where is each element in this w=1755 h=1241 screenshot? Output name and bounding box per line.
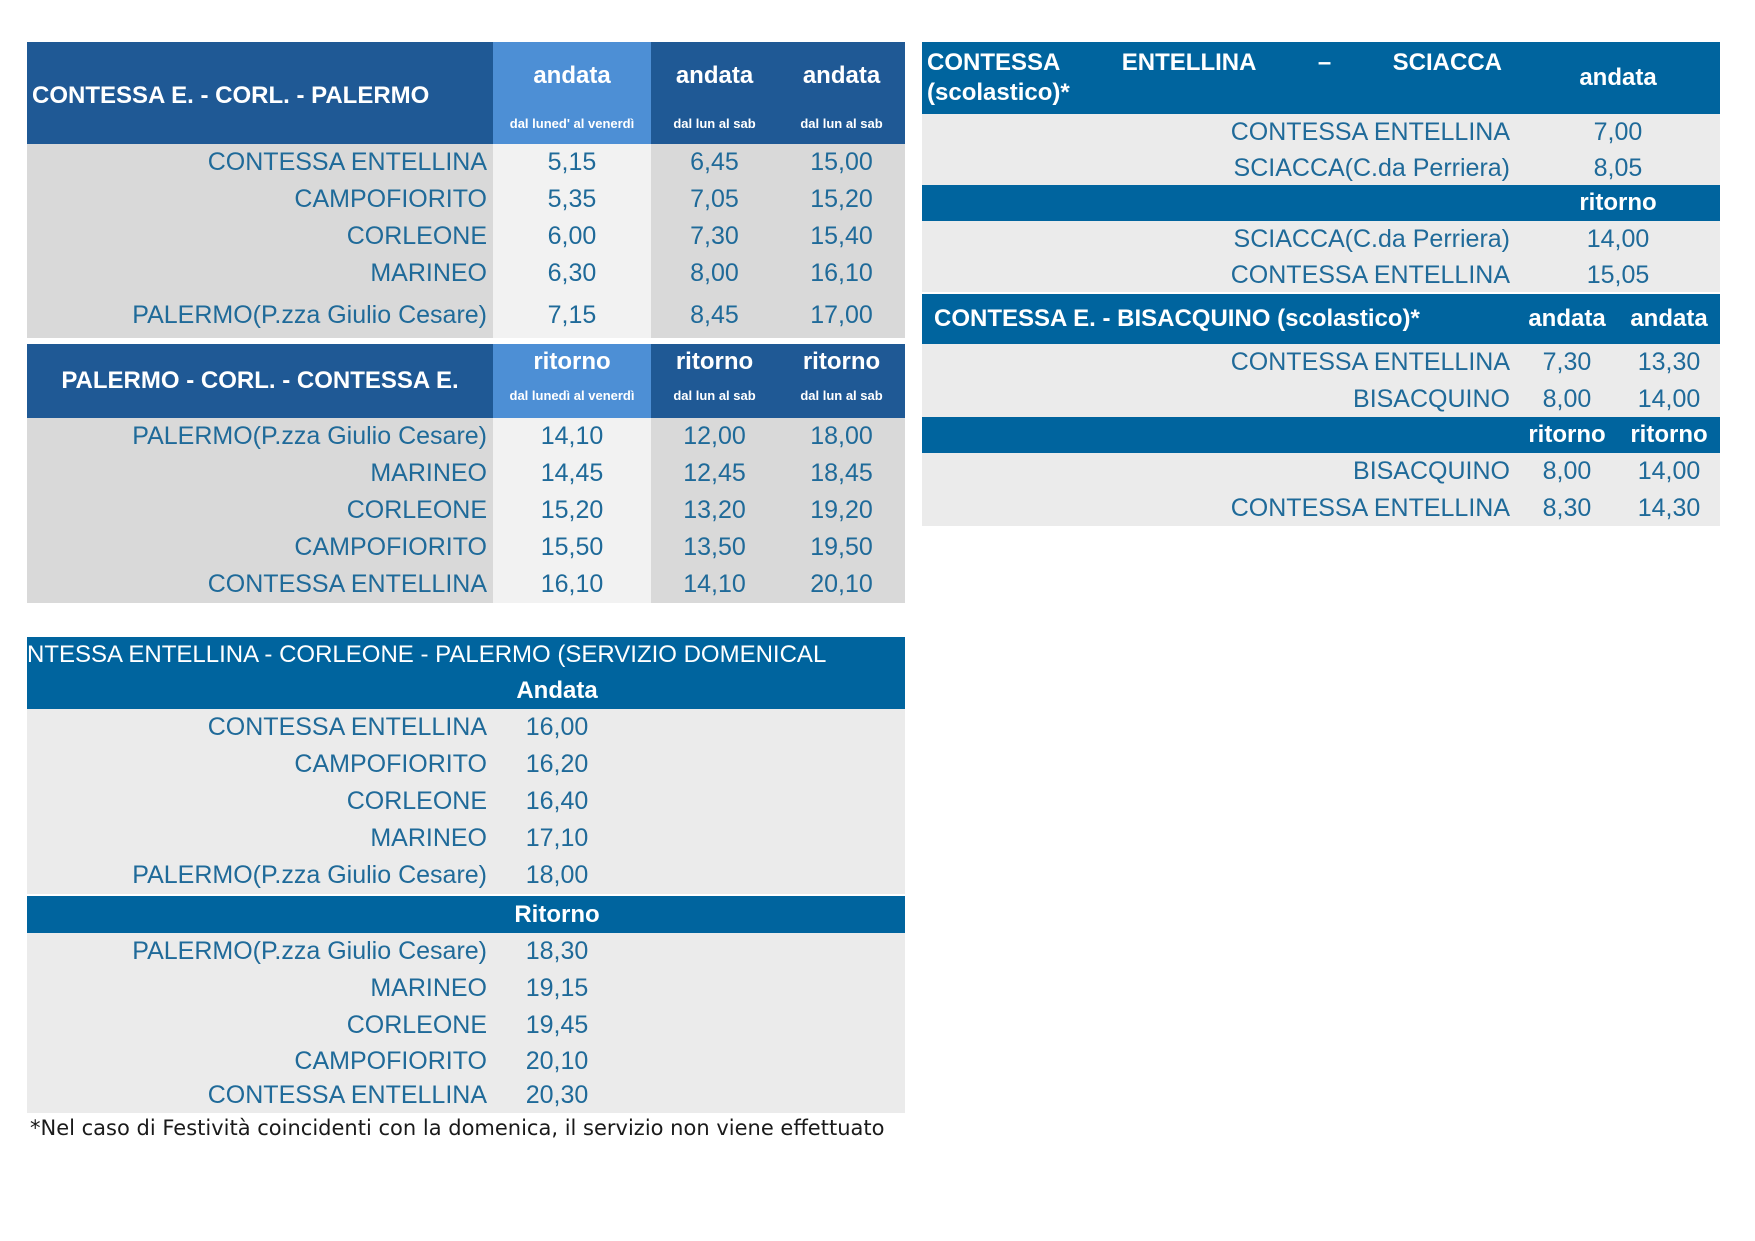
departure-time: 20,10 xyxy=(525,1046,589,1075)
timetable-contessa-palermo xyxy=(27,42,905,603)
table-row xyxy=(922,490,1720,526)
departure-time: 8,00 xyxy=(651,255,778,292)
stop-name: CORLEONE xyxy=(346,1011,487,1039)
stop-name: CONTESSA ENTELLINA xyxy=(1230,118,1510,146)
departure-time: 16,10 xyxy=(493,566,651,603)
departure-time: 6,00 xyxy=(493,218,651,255)
table-row xyxy=(922,151,1720,185)
ritorno-header xyxy=(922,417,1720,453)
table-row xyxy=(27,1044,905,1078)
stop-name: MARINEO xyxy=(27,255,493,292)
departure-time: 7,05 xyxy=(651,181,778,218)
stop-name: CONTESSA ENTELLINA xyxy=(1230,260,1510,289)
table-row xyxy=(27,255,905,292)
stop-name: CAMPOFIORITO xyxy=(27,181,493,218)
col-header-ritorno-2: ritorno dal lun al sab xyxy=(651,344,778,418)
departure-time: 14,10 xyxy=(651,566,778,603)
col-header-andata-1: andata dal luned' al venerdì xyxy=(493,42,651,144)
stop-name: CONTESSA ENTELLINA xyxy=(207,1081,487,1109)
table-row xyxy=(922,258,1720,292)
stop-name: CAMPOFIORITO xyxy=(294,1046,487,1075)
table-row xyxy=(27,709,905,746)
departure-time: 7,30 xyxy=(1542,348,1592,376)
departure-time: 7,30 xyxy=(651,218,778,255)
sunday-title-row xyxy=(27,637,905,673)
departure-time: 19,45 xyxy=(525,1011,589,1039)
stop-name: PALERMO(P.zza Giulio Cesare) xyxy=(132,937,487,965)
table-row xyxy=(27,820,905,857)
departure-time: 14,00 xyxy=(1637,457,1701,485)
stop-name: SCIACCA(C.da Perriera) xyxy=(1233,225,1510,253)
table-row xyxy=(27,418,905,455)
departure-time: 16,10 xyxy=(778,255,905,292)
route-title-outbound: CONTESSA E. - CORL. - PALERMO xyxy=(27,42,493,144)
departure-time: 14,30 xyxy=(1637,493,1701,522)
sciacca-header xyxy=(922,42,1720,114)
table-row xyxy=(27,1078,905,1113)
departure-time: 6,30 xyxy=(493,255,651,292)
route-title-sciacca: CONTESSA ENTELLINA – SCIACCA (scolastico)* xyxy=(927,49,1502,106)
table-row xyxy=(27,455,905,492)
departure-time: 19,15 xyxy=(525,974,589,1002)
bisacquino-header xyxy=(922,294,1720,344)
stop-name: CONTESSA ENTELLINA xyxy=(27,144,493,181)
departure-time: 5,35 xyxy=(493,181,651,218)
departure-time: 8,00 xyxy=(1542,384,1592,413)
table-row xyxy=(27,933,905,970)
departure-time: 7,00 xyxy=(1593,118,1643,146)
departure-time: 14,00 xyxy=(1586,225,1650,253)
col-header-andata-2: andata dal lun al sab xyxy=(651,42,778,144)
departure-time: 8,45 xyxy=(651,292,778,338)
table-row xyxy=(27,529,905,566)
route-title-bisacquino: CONTESSA E. - BISACQUINO (scolastico)* xyxy=(934,305,1420,332)
departure-time: 8,30 xyxy=(1542,493,1592,522)
departure-time: 15,05 xyxy=(1586,260,1650,289)
ritorno-header xyxy=(922,185,1720,221)
timetable-contessa-sciacca xyxy=(922,42,1720,292)
table-row xyxy=(27,1007,905,1044)
stop-name: BISACQUINO xyxy=(1353,384,1510,413)
stop-name: MARINEO xyxy=(370,974,487,1002)
departure-time: 18,45 xyxy=(778,455,905,492)
col-header-ritorno: ritorno xyxy=(1579,189,1657,216)
stop-name: CORLEONE xyxy=(346,787,487,815)
table-row xyxy=(27,566,905,603)
ritorno-header xyxy=(27,896,905,933)
departure-time: 13,30 xyxy=(1637,348,1701,376)
departure-time: 14,45 xyxy=(493,455,651,492)
col-header-ritorno-2: ritorno xyxy=(1630,421,1708,448)
timetable-sunday-service xyxy=(27,637,905,1113)
departure-time: 18,30 xyxy=(525,937,589,965)
departure-time: 18,00 xyxy=(778,418,905,455)
departure-time: 17,00 xyxy=(778,292,905,338)
stop-name: CONTESSA ENTELLINA xyxy=(1230,493,1510,522)
stop-name: CORLEONE xyxy=(27,218,493,255)
col-header-andata-3: andata dal lun al sab xyxy=(778,42,905,144)
departure-time: 15,20 xyxy=(493,492,651,529)
table-row xyxy=(27,292,905,338)
col-header-andata-2: andata xyxy=(1630,305,1708,332)
table-row xyxy=(27,857,905,894)
table-row xyxy=(27,144,905,181)
col-header-ritorno-3: ritorno dal lun al sab xyxy=(778,344,905,418)
departure-time: 16,40 xyxy=(525,787,589,815)
departure-time: 6,45 xyxy=(651,144,778,181)
route-title-sunday: NTESSA ENTELLINA - CORLEONE - PALERMO (SERVIZIO DOMENICAL xyxy=(27,641,827,668)
route-title-return: PALERMO - CORL. - CONTESSA E. xyxy=(27,344,493,418)
timetable-contessa-bisacquino xyxy=(922,294,1720,526)
col-header-ritorno-1: ritorno dal lunedì al venerdì xyxy=(493,344,651,418)
stop-name: MARINEO xyxy=(370,824,487,852)
departure-time: 19,50 xyxy=(778,529,905,566)
departure-time: 19,20 xyxy=(778,492,905,529)
stop-name: MARINEO xyxy=(27,455,493,492)
stop-name: CAMPOFIORITO xyxy=(294,750,487,778)
stop-name: PALERMO(P.zza Giulio Cesare) xyxy=(27,292,493,338)
departure-time: 17,10 xyxy=(525,824,589,852)
departure-time: 13,20 xyxy=(651,492,778,529)
departure-time: 14,00 xyxy=(1637,384,1701,413)
departure-time: 8,05 xyxy=(1593,153,1643,182)
stop-name: CAMPOFIORITO xyxy=(27,529,493,566)
stop-name: PALERMO(P.zza Giulio Cesare) xyxy=(132,861,487,889)
table-row xyxy=(27,783,905,820)
departure-time: 15,20 xyxy=(778,181,905,218)
col-header-andata: andata xyxy=(1579,64,1657,91)
table-row xyxy=(922,381,1720,417)
departure-time: 7,15 xyxy=(493,292,651,338)
departure-time: 12,45 xyxy=(651,455,778,492)
stop-name: BISACQUINO xyxy=(1353,457,1510,485)
table-row xyxy=(922,221,1720,258)
col-header-ritorno: Ritorno xyxy=(514,900,600,928)
departure-time: 20,30 xyxy=(525,1081,589,1109)
col-header-ritorno-1: ritorno xyxy=(1528,421,1606,448)
stop-name: CONTESSA ENTELLINA xyxy=(207,713,487,741)
stop-name: CONTESSA ENTELLINA xyxy=(27,566,493,603)
table-row xyxy=(27,181,905,218)
outbound-header xyxy=(27,42,905,144)
departure-time: 16,00 xyxy=(525,713,589,741)
footnote: *Nel caso di Festività coincidenti con la domenica, il servizio non viene effettuato xyxy=(30,1116,885,1140)
departure-time: 5,15 xyxy=(493,144,651,181)
table-row xyxy=(922,114,1720,151)
departure-time: 14,10 xyxy=(493,418,651,455)
stop-name: SCIACCA(C.da Perriera) xyxy=(1233,153,1510,182)
departure-time: 15,40 xyxy=(778,218,905,255)
departure-time: 12,00 xyxy=(651,418,778,455)
table-row xyxy=(27,218,905,255)
departure-time: 8,00 xyxy=(1542,457,1592,485)
table-row xyxy=(922,344,1720,381)
departure-time: 16,20 xyxy=(525,750,589,778)
stop-name: PALERMO(P.zza Giulio Cesare) xyxy=(27,418,493,455)
table-row xyxy=(27,492,905,529)
departure-time: 15,50 xyxy=(493,529,651,566)
departure-time: 20,10 xyxy=(778,566,905,603)
col-header-andata: Andata xyxy=(516,677,598,704)
departure-time: 15,00 xyxy=(778,144,905,181)
col-header-andata-1: andata xyxy=(1528,305,1606,332)
table-row xyxy=(922,453,1720,490)
andata-header xyxy=(27,673,905,709)
departure-time: 18,00 xyxy=(525,861,589,889)
table-row xyxy=(27,970,905,1007)
stop-name: CONTESSA ENTELLINA xyxy=(1230,348,1510,376)
stop-name: CORLEONE xyxy=(27,492,493,529)
return-header xyxy=(27,344,905,418)
departure-time: 13,50 xyxy=(651,529,778,566)
table-row xyxy=(27,746,905,783)
